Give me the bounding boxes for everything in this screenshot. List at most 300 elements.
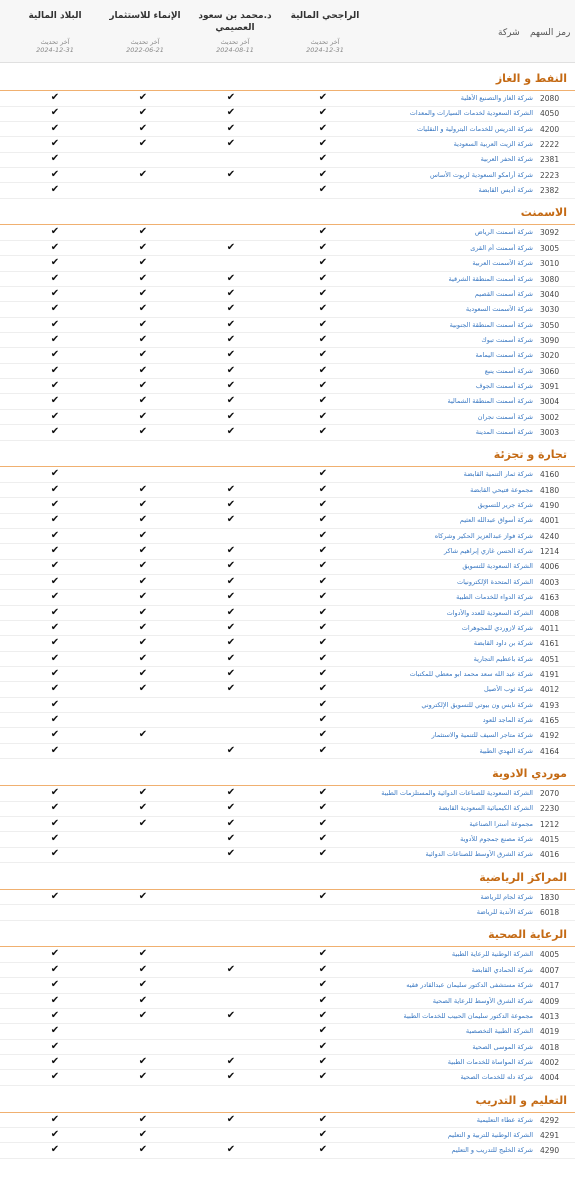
- last-update-date: 2024-08-11: [216, 46, 254, 54]
- company-link[interactable]: شركة الحفر العربية: [480, 155, 533, 164]
- compliant-check-icon: ✔: [50, 1113, 60, 1125]
- compliant-check-icon: ✔: [50, 979, 60, 991]
- compliant-check-icon: ✔: [318, 698, 328, 710]
- compliant-check-icon: ✔: [318, 92, 328, 103]
- stock-code: 4002: [540, 1057, 560, 1067]
- company-link[interactable]: مجموعة أسترا الصناعية: [469, 819, 533, 828]
- table-row[interactable]: [0, 905, 575, 921]
- table-row[interactable]: [0, 1009, 575, 1025]
- table-row[interactable]: [0, 483, 575, 499]
- compliant-check-icon: ✔: [138, 1113, 148, 1125]
- company-link[interactable]: شركة الغاز والتصنيع الأهلية: [460, 94, 533, 102]
- compliant-check-icon: ✔: [138, 529, 148, 541]
- table-row[interactable]: [0, 698, 575, 714]
- source-header-albilad[interactable]: [10, 0, 100, 63]
- stock-code: 2381: [540, 155, 560, 165]
- table-row[interactable]: [0, 1024, 575, 1040]
- stock-code: 3003: [540, 428, 560, 437]
- compliant-check-icon: ✔: [226, 410, 236, 422]
- sector-title: الاسمنت: [520, 206, 567, 220]
- table-row[interactable]: [0, 786, 575, 802]
- table-row[interactable]: [0, 348, 575, 364]
- compliant-check-icon: ✔: [50, 1025, 60, 1037]
- company-link[interactable]: شركة الدواء للخدمات الطبية: [456, 593, 533, 602]
- compliant-check-icon: ✔: [138, 729, 148, 741]
- compliant-check-icon: ✔: [138, 787, 148, 798]
- table-row[interactable]: [0, 744, 575, 760]
- table-row[interactable]: [0, 272, 575, 288]
- compliant-check-icon: ✔: [226, 92, 236, 103]
- company-link[interactable]: شركة الشرق الأوسط للصناعات الدوائية: [425, 850, 533, 859]
- company-column-label: شركة: [498, 28, 520, 38]
- compliant-check-icon: ✔: [50, 1009, 60, 1021]
- compliant-check-icon: ✔: [50, 395, 60, 407]
- compliant-check-icon: ✔: [318, 1128, 328, 1140]
- table-row[interactable]: [0, 137, 575, 153]
- stock-code: 4009: [540, 996, 560, 1006]
- compliant-check-icon: ✔: [226, 1071, 236, 1083]
- compliant-check-icon: ✔: [318, 483, 328, 495]
- company-link[interactable]: شركة الحسن غازي إبراهيم شاكر: [443, 547, 533, 556]
- compliant-check-icon: ✔: [226, 652, 236, 664]
- stock-code: 3050: [540, 320, 560, 330]
- compliant-check-icon: ✔: [138, 1128, 148, 1140]
- compliant-check-icon: ✔: [226, 667, 236, 679]
- compliant-check-icon: ✔: [50, 153, 60, 165]
- stock-code: 4192: [540, 731, 560, 741]
- table-row[interactable]: [0, 302, 575, 318]
- compliant-check-icon: ✔: [138, 168, 148, 180]
- company-link[interactable]: شركة متاجر السيف للتنمية والاستثمار: [431, 731, 533, 740]
- company-link[interactable]: شركة الشرق الأوسط للرعاية الصحية: [432, 996, 533, 1005]
- company-link[interactable]: شركة الدريس للخدمات البترولية و النقليات: [417, 124, 533, 133]
- last-update-label: آخر تحديث: [310, 38, 340, 46]
- table-row[interactable]: [0, 1143, 575, 1159]
- compliant-check-icon: ✔: [138, 683, 148, 695]
- compliant-check-icon: ✔: [50, 963, 60, 975]
- sector-header: [0, 203, 575, 225]
- compliant-check-icon: ✔: [50, 379, 60, 391]
- table-row[interactable]: [0, 667, 575, 683]
- compliant-check-icon: ✔: [226, 499, 236, 511]
- company-link[interactable]: الشركة السعودية للصناعات الدوائية والمستلزمات الطبية: [381, 789, 533, 797]
- stock-code: 4005: [540, 950, 560, 960]
- table-row[interactable]: [0, 621, 575, 637]
- compliant-check-icon: ✔: [138, 287, 148, 299]
- compliant-check-icon: ✔: [318, 979, 328, 991]
- table-row[interactable]: [0, 1040, 575, 1056]
- stock-code: 1214: [540, 547, 560, 557]
- stock-code: 4001: [540, 516, 560, 526]
- company-link[interactable]: الشركة السعودية للتسويق: [462, 562, 533, 571]
- compliant-check-icon: ✔: [226, 1055, 236, 1067]
- compliant-check-icon: ✔: [50, 606, 60, 618]
- compliant-check-icon: ✔: [138, 994, 148, 1006]
- compliant-check-icon: ✔: [318, 1144, 328, 1156]
- table-row[interactable]: [0, 1113, 575, 1129]
- company-link[interactable]: شركة الخليج للتدريب و التعليم: [451, 1146, 533, 1155]
- table-row[interactable]: [0, 394, 575, 410]
- stock-code: 4051: [540, 654, 560, 664]
- stock-code: 2223: [540, 170, 560, 180]
- table-row[interactable]: [0, 559, 575, 575]
- compliant-check-icon: ✔: [318, 241, 328, 253]
- stock-code: 1212: [540, 819, 560, 829]
- compliant-check-icon: ✔: [50, 713, 60, 725]
- compliant-check-icon: ✔: [138, 303, 148, 315]
- sector-header: [0, 868, 575, 890]
- compliant-check-icon: ✔: [318, 890, 328, 902]
- table-row[interactable]: [0, 890, 575, 906]
- compliant-check-icon: ✔: [318, 318, 328, 330]
- compliant-check-icon: ✔: [50, 744, 60, 756]
- compliant-check-icon: ✔: [226, 637, 236, 649]
- compliant-check-icon: ✔: [50, 591, 60, 603]
- compliant-check-icon: ✔: [226, 963, 236, 975]
- stock-code: 4291: [540, 1130, 560, 1140]
- stock-code: 3004: [540, 397, 560, 407]
- company-link[interactable]: شركة عبد الله سعد محمد ابو معطي للمكتبات: [409, 669, 533, 678]
- table-row[interactable]: [0, 636, 575, 652]
- table-row[interactable]: [0, 817, 575, 833]
- stock-code: 4161: [540, 639, 560, 649]
- compliant-check-icon: ✔: [318, 138, 328, 150]
- compliant-check-icon: ✔: [50, 272, 60, 284]
- company-link[interactable]: شركة النهدي الطبية: [479, 746, 533, 755]
- company-link[interactable]: شركة ثوب الأصيل: [484, 685, 533, 694]
- source-name: الإنماء للاستثمار: [109, 11, 181, 21]
- table-row[interactable]: [0, 847, 575, 863]
- compliant-check-icon: ✔: [226, 744, 236, 756]
- stock-code: 4008: [540, 608, 560, 618]
- table-row[interactable]: [0, 168, 575, 184]
- company-link[interactable]: شركة الأسمنت العربية: [472, 259, 533, 268]
- compliant-check-icon: ✔: [318, 637, 328, 649]
- table-row[interactable]: [0, 606, 575, 622]
- table-row[interactable]: [0, 544, 575, 560]
- compliant-check-icon: ✔: [138, 514, 148, 526]
- company-link[interactable]: شركة أسمنت المنطقة الشرقية: [448, 274, 533, 283]
- stock-code: 4007: [540, 965, 560, 975]
- company-link[interactable]: شركة دله للخدمات الصحية: [460, 1073, 533, 1082]
- table-row[interactable]: [0, 832, 575, 848]
- table-row[interactable]: [0, 91, 575, 107]
- source-name: البلاد المالية: [28, 11, 82, 21]
- table-row[interactable]: [0, 1055, 575, 1071]
- source-name: د.محمد بن سعود العصيمي: [198, 11, 272, 33]
- compliant-check-icon: ✔: [318, 303, 328, 315]
- stock-code: 3002: [540, 412, 560, 422]
- compliant-check-icon: ✔: [50, 560, 60, 572]
- table-row[interactable]: [0, 498, 575, 514]
- compliant-check-icon: ✔: [50, 621, 60, 633]
- table-row[interactable]: [0, 379, 575, 395]
- table-row[interactable]: [0, 713, 575, 729]
- compliant-check-icon: ✔: [138, 241, 148, 253]
- compliant-check-icon: ✔: [318, 1113, 328, 1125]
- stock-code: 4050: [540, 109, 560, 119]
- compliant-check-icon: ✔: [318, 1055, 328, 1067]
- compliant-check-icon: ✔: [50, 652, 60, 664]
- compliant-check-icon: ✔: [50, 1040, 60, 1052]
- table-row[interactable]: [0, 152, 575, 168]
- compliant-check-icon: ✔: [318, 1009, 328, 1021]
- table-row[interactable]: [0, 410, 575, 426]
- sector-title: النفط و الغاز: [495, 72, 567, 85]
- stock-code: 3091: [540, 381, 560, 391]
- compliant-check-icon: ✔: [138, 92, 148, 103]
- stock-code: 2230: [540, 804, 560, 814]
- sector-header: [0, 1091, 575, 1113]
- compliant-check-icon: ✔: [318, 122, 328, 134]
- compliant-check-icon: ✔: [226, 817, 236, 829]
- compliant-check-icon: ✔: [138, 802, 148, 814]
- table-row[interactable]: [0, 106, 575, 122]
- compliant-check-icon: ✔: [138, 426, 148, 437]
- compliant-check-icon: ✔: [138, 1009, 148, 1021]
- compliant-check-icon: ✔: [226, 802, 236, 814]
- table-row[interactable]: [0, 364, 575, 380]
- table-row[interactable]: [0, 575, 575, 591]
- company-link[interactable]: مجموعة فتيحي القابضة: [470, 485, 533, 494]
- compliant-check-icon: ✔: [138, 333, 148, 345]
- company-link[interactable]: شركة جرير للتسويق: [477, 501, 533, 510]
- sector-title: التعليم و التدريب: [475, 1093, 567, 1107]
- compliant-check-icon: ✔: [138, 226, 148, 238]
- compliant-check-icon: ✔: [138, 948, 148, 960]
- table-row[interactable]: [0, 978, 575, 994]
- compliant-check-icon: ✔: [50, 833, 60, 845]
- stock-code: 3005: [540, 243, 560, 253]
- stock-code: 4017: [540, 981, 560, 991]
- company-link[interactable]: شركة عطاء التعليمية: [476, 1115, 533, 1124]
- table-row[interactable]: [0, 333, 575, 349]
- company-link[interactable]: شركة مصنع جمجوم للأدوية: [460, 835, 533, 844]
- compliant-check-icon: ✔: [226, 683, 236, 695]
- company-link[interactable]: شركة أرامكو السعودية لزيوت الأساس: [429, 170, 533, 179]
- table-row[interactable]: [0, 682, 575, 698]
- stock-code: 2070: [540, 789, 560, 798]
- compliant-check-icon: ✔: [226, 303, 236, 315]
- company-link[interactable]: شركة الأندية للرياضة: [476, 908, 533, 917]
- compliant-check-icon: ✔: [50, 1144, 60, 1156]
- table-row[interactable]: [0, 425, 575, 441]
- table-header: [0, 0, 575, 63]
- compliant-check-icon: ✔: [226, 514, 236, 526]
- compliant-check-icon: ✔: [226, 107, 236, 119]
- compliant-check-icon: ✔: [50, 729, 60, 741]
- code-column-label: رمز السهم: [530, 28, 571, 38]
- table-row[interactable]: [0, 963, 575, 979]
- stock-code: 3080: [540, 274, 560, 284]
- table-row[interactable]: [0, 467, 575, 483]
- company-link[interactable]: شركة الموسى الصحية: [472, 1042, 533, 1051]
- company-link[interactable]: الشركة السعودية للعدد والأدوات: [446, 608, 533, 617]
- stock-code: 4006: [540, 562, 560, 572]
- source-name: الراجحي المالية: [290, 11, 360, 21]
- table-row[interactable]: [0, 256, 575, 272]
- compliant-check-icon: ✔: [226, 1144, 236, 1156]
- company-link[interactable]: الشركة الوطنية للرعاية الطبية: [451, 950, 533, 959]
- table-row[interactable]: [0, 994, 575, 1010]
- company-link[interactable]: الشركة الكيميائية السعودية القابضة: [438, 804, 533, 813]
- compliant-check-icon: ✔: [318, 591, 328, 603]
- compliant-check-icon: ✔: [138, 272, 148, 284]
- company-link[interactable]: الشركة الوطنية للتربية و التعليم: [447, 1130, 533, 1139]
- company-link[interactable]: شركة مستشفى الدكتور سليمان عبدالقادر فقيه: [406, 981, 533, 990]
- compliant-check-icon: ✔: [138, 138, 148, 150]
- table-row[interactable]: [0, 122, 575, 138]
- company-link[interactable]: شركة أسمنت الرياض: [474, 228, 533, 237]
- stock-code: 6018: [540, 908, 560, 918]
- compliant-check-icon: ✔: [50, 257, 60, 269]
- company-link[interactable]: شركة أسمنت نجران: [477, 412, 533, 421]
- compliant-check-icon: ✔: [318, 395, 328, 407]
- company-link[interactable]: شركة لجام للرياضة: [480, 892, 533, 901]
- company-link[interactable]: شركة نايس ون بيوتي للتسويق الإلكتروني: [421, 700, 533, 709]
- stock-code: 4180: [540, 485, 560, 495]
- compliant-check-icon: ✔: [318, 652, 328, 664]
- compliant-check-icon: ✔: [318, 257, 328, 269]
- compliant-check-icon: ✔: [226, 1113, 236, 1125]
- compliant-check-icon: ✔: [138, 591, 148, 603]
- table-row[interactable]: [0, 1128, 575, 1144]
- compliant-check-icon: ✔: [318, 364, 328, 376]
- compliant-check-icon: ✔: [50, 948, 60, 960]
- compliant-check-icon: ✔: [318, 1071, 328, 1083]
- table-row[interactable]: [0, 590, 575, 606]
- compliant-check-icon: ✔: [318, 514, 328, 526]
- table-row[interactable]: [0, 513, 575, 529]
- compliant-check-icon: ✔: [50, 1128, 60, 1140]
- compliant-check-icon: ✔: [226, 349, 236, 361]
- company-link[interactable]: الشركة المتحدة الإلكترونيات: [456, 577, 533, 586]
- compliant-check-icon: ✔: [50, 698, 60, 710]
- table-row[interactable]: [0, 947, 575, 963]
- compliant-check-icon: ✔: [318, 744, 328, 756]
- table-row[interactable]: [0, 529, 575, 545]
- company-link[interactable]: شركة الأسمنت السعودية: [465, 305, 533, 314]
- compliant-check-icon: ✔: [226, 483, 236, 495]
- table-row[interactable]: [0, 801, 575, 817]
- compliant-check-icon: ✔: [50, 483, 60, 495]
- table-row[interactable]: [0, 652, 575, 668]
- compliant-check-icon: ✔: [50, 318, 60, 330]
- compliant-check-icon: ✔: [50, 802, 60, 814]
- company-link[interactable]: الشركة الطبية التخصصية: [465, 1027, 533, 1036]
- compliant-check-icon: ✔: [138, 890, 148, 902]
- company-link[interactable]: شركة ثمار التنمية القابضة: [463, 470, 533, 479]
- compliant-check-icon: ✔: [50, 1055, 60, 1067]
- stock-code: 3092: [540, 228, 560, 238]
- company-link[interactable]: شركة أسمنت المدينة: [475, 428, 533, 436]
- compliant-check-icon: ✔: [318, 833, 328, 845]
- compliant-check-icon: ✔: [138, 621, 148, 633]
- company-link[interactable]: شركة باعظيم التجارية: [473, 654, 533, 663]
- compliant-check-icon: ✔: [138, 560, 148, 572]
- company-link[interactable]: شركة أسمنت أم القرى: [470, 243, 533, 252]
- stock-code: 4164: [540, 746, 560, 756]
- stock-code: 4160: [540, 470, 560, 480]
- company-link[interactable]: شركة لازوردي للمجوهرات: [461, 623, 533, 632]
- company-link[interactable]: شركة أسمنت القصيم: [474, 289, 533, 298]
- company-link[interactable]: شركة الماجد للعود: [482, 715, 533, 724]
- compliant-check-icon: ✔: [138, 817, 148, 829]
- compliant-check-icon: ✔: [138, 545, 148, 557]
- compliant-check-icon: ✔: [138, 499, 148, 511]
- company-link[interactable]: شركة أسمنت المنطقة الجنوبية: [449, 320, 533, 329]
- company-link[interactable]: شركة فواز عبدالعزيز الحكير وشركاه: [434, 531, 533, 540]
- compliant-check-icon: ✔: [50, 287, 60, 299]
- compliant-check-icon: ✔: [226, 287, 236, 299]
- company-link[interactable]: الشركة السعودية لخدمات السيارات والمعدات: [409, 109, 533, 118]
- compliant-check-icon: ✔: [50, 303, 60, 315]
- stock-code: 3040: [540, 289, 560, 299]
- last-update-label: آخر تحديث: [220, 38, 250, 46]
- compliant-check-icon: ✔: [318, 184, 328, 196]
- table-row[interactable]: [0, 225, 575, 241]
- source-header-osaimi[interactable]: [190, 0, 280, 63]
- compliant-check-icon: ✔: [138, 395, 148, 407]
- stock-code: 3010: [540, 259, 560, 269]
- company-link[interactable]: شركة المواساة للخدمات الطبية: [447, 1057, 533, 1066]
- source-header-rajhi[interactable]: [280, 0, 370, 63]
- compliant-check-icon: ✔: [138, 575, 148, 587]
- compliant-check-icon: ✔: [318, 560, 328, 572]
- company-link[interactable]: شركة أسواق عبدالله العثيم: [459, 516, 533, 525]
- compliant-check-icon: ✔: [138, 364, 148, 376]
- compliant-check-icon: ✔: [226, 138, 236, 150]
- compliant-check-icon: ✔: [50, 683, 60, 695]
- company-link[interactable]: شركة بن داود القابضة: [473, 639, 533, 648]
- table-row[interactable]: [0, 1070, 575, 1086]
- stock-code: 4165: [540, 715, 560, 725]
- compliant-check-icon: ✔: [138, 652, 148, 664]
- table-row[interactable]: [0, 287, 575, 303]
- stock-code: 4191: [540, 669, 560, 679]
- compliant-check-icon: ✔: [318, 667, 328, 679]
- compliant-check-icon: ✔: [50, 410, 60, 422]
- compliant-check-icon: ✔: [318, 817, 328, 829]
- stock-code: 4013: [540, 1011, 560, 1021]
- table-row[interactable]: [0, 318, 575, 334]
- company-link[interactable]: شركة الحمادي القابضة: [471, 965, 533, 974]
- company-link[interactable]: مجموعة الدكتور سليمان الحبيب للخدمات الطبية: [403, 1011, 533, 1020]
- company-link[interactable]: شركة أديس القابضة: [478, 186, 533, 195]
- company-link[interactable]: شركة أسمنت المنطقة الشمالية: [447, 397, 533, 406]
- company-link[interactable]: شركة أسمنت تبوك: [481, 335, 533, 344]
- stock-code: 4190: [540, 501, 560, 511]
- compliant-check-icon: ✔: [50, 637, 60, 649]
- company-link[interactable]: شركة الزيت العربية السعودية: [453, 140, 533, 149]
- compliant-check-icon: ✔: [226, 122, 236, 134]
- company-link[interactable]: شركة أسمنت اليمامة: [475, 351, 533, 360]
- compliant-check-icon: ✔: [138, 1055, 148, 1067]
- compliant-check-icon: ✔: [318, 287, 328, 299]
- compliant-check-icon: ✔: [226, 591, 236, 603]
- company-link[interactable]: شركة أسمنت ينبع: [484, 366, 533, 375]
- table-row[interactable]: [0, 728, 575, 744]
- compliant-check-icon: ✔: [226, 379, 236, 391]
- compliant-check-icon: ✔: [138, 637, 148, 649]
- table-row[interactable]: [0, 183, 575, 199]
- company-link[interactable]: شركة أسمنت الجوف: [475, 381, 533, 390]
- source-header-alinma[interactable]: [100, 0, 190, 63]
- compliant-check-icon: ✔: [226, 426, 236, 437]
- last-update-date: 2022-06-21: [126, 46, 164, 54]
- table-row[interactable]: [0, 241, 575, 257]
- compliant-check-icon: ✔: [226, 395, 236, 407]
